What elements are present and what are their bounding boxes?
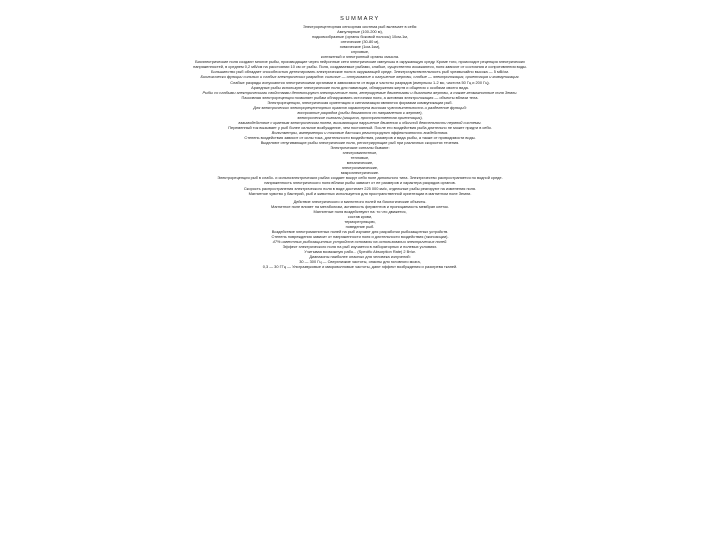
- body-line: Действие электрического и магнитного полей на биологические объекты.: [293, 198, 427, 204]
- body-line: микроэлектрические.: [340, 170, 380, 176]
- body-line: Учитывая возможную рабо... (Specific Absorption Rate) 2 Вт/кг.: [304, 249, 416, 255]
- body-line: Выделяют отпугивающие рыбы электрические поля, регистрирующие рыб при различных скоростях течения.: [260, 140, 460, 146]
- intro-line: оптические (30-80 м),: [340, 39, 380, 45]
- body-line: Рыбы со слабыми электрическими свойствами детектируют электрические поля, генерируемые движениями и дыханием жертвы, а также геомагнитные поля Земли.: [202, 89, 518, 95]
- body-line: тепловые,: [350, 155, 370, 161]
- body-line: электрохимические,: [341, 165, 379, 171]
- body-line: Электрорецепция, электрическая ориентация и сигнализация являются формами коммуникации рыб.: [267, 99, 453, 105]
- body-line: Биологически функции сильных и слабых электрических разрядов: сильные — отпугивание и оглушение жертвы, слабые — электролокация, ориентация и коммуникация.: [200, 74, 520, 80]
- document-title: SUMMARY: [340, 16, 380, 22]
- body-line: механические,: [346, 160, 374, 166]
- body-line: терморегуляцию,: [344, 218, 376, 224]
- body-line: Слабые разряды испускаются электрическими органами в зависимости от вида и частоты разрядов (импульсы 1-2 мс, частота 50 Гц и 200 Гц).: [230, 79, 490, 85]
- intro-line: контактный и электронный органы смысла.: [320, 54, 400, 60]
- intro-line: слуховые,: [350, 49, 370, 55]
- body-line: электрические сигналы (защита, пространственная ориентация),: [297, 114, 423, 120]
- body-line: Для электрических электрорецепторных органов характерна высокая чувствительность и разделение функций:: [253, 104, 467, 110]
- body-line: Вольтметры, амперметры и токовые датчики регистрируют эффективность воздействия.: [271, 129, 449, 135]
- intro-line: подковообразные (органы боковой полосы) 10см-1м,: [311, 34, 409, 40]
- intro-line: Электрорецепторная сенсорная система рыб включает в себя:: [302, 24, 418, 29]
- intro-line: химические (1см-1км),: [339, 44, 381, 50]
- body-line: напряженность электрического поля вблизи рыбы зависит от ее размеров и характера разрядов органов.: [264, 180, 456, 186]
- body-block: [14, 59, 706, 269]
- body-line: 0,3 — 30 ГГц — Ультразвуковые и микроволновые частоты, дают эффект возбуждения и разогрева тканей.: [262, 264, 458, 270]
- body-line: Электрорецепция рыб в слабо- и сильноэлектрических рыбах создает вокруг себя поле дипольного типа. Электричество распространяется по водной среде.: [217, 175, 503, 181]
- body-line: Степень повреждения зависит от напряженности поля и длительности воздействия (экспозиции).: [271, 233, 449, 239]
- intro-line: Ампулярные (100-200 м),: [337, 29, 383, 35]
- body-line: Магнитное поле влияет на метаболизм, активность ферментов и проницаемость мембран клеток.: [271, 203, 449, 209]
- body-line: Арандные рыбы используют электрические поля для навигации, обнаружения жертв и общения с особями своего вида.: [251, 84, 469, 90]
- body-line: Воздействие электромагнитных полей на рыб изучают для разработки рыбозащитных устройств.: [271, 228, 449, 234]
- body-line: Магнитные поля воздействуют на: то что движется,: [313, 208, 407, 214]
- body-line: Магнитное чувство у бактерий, рыб и животных используется для пространственной ориентации в магнитном поле Земли.: [248, 190, 472, 196]
- body-line: Пассивная электрорецепция позволяет рыбам обнаруживать источники поля, а активная электролокация — объекты вблизи тела.: [241, 94, 479, 100]
- body-line: Биоэлектрические поля создают многие рыбы, производящие через нейронные сети электрические импульсы в окружающую среду. Кроме того, происходит рецепция электрических: [195, 59, 525, 65]
- body-line: Переменный ток вызывает у рыб более сильное возбуждение, чем постоянный. После его воздействия рыба длительно не может придти в себя.: [228, 124, 492, 130]
- body-line: Эффект электрического поля на рыб изучается в лабораторных и полевых условиях.: [282, 244, 438, 250]
- body-line: взаимодействие с краевым электрическим полем, вызывающим нарушение движения и обычной деятельности нервной системы.: [238, 119, 482, 125]
- body-line: Диапазоны наиболее опасных для человека излучений:: [309, 254, 411, 260]
- body-line: Большинство рыб обладает способностью детектировать электрические поля в окружающей среде. Электрочувствительность рыб чрезвычайно высока — 5 мВ/см.: [210, 69, 510, 75]
- body-line: электромагнитные,: [342, 150, 378, 156]
- body-line: восприятие разрядов (рыбы двигаются по направлению к жертве),: [297, 109, 423, 115]
- body-line: 30 — 300 Гц — Сверхнизкие частоты, опасны для головного мозга,: [299, 259, 421, 265]
- body-line: напряженностей, в среднем 0,2 мВ/см на расстоянии 10 см от рыбы. Поля, создаваемые рыбами, слабые, существенно искажаются, поля зависят от состояния и сопротивления воды.: [193, 64, 527, 70]
- body-line: Скорость распространения электрического поля в воде достигает 225 000 км/с, отдельные рыбы реагируют на изменения поля.: [243, 185, 477, 191]
- body-line: 47% известных рыбозащитных устройств основаны на использовании электрических полей.: [272, 238, 448, 244]
- body-line: Степень воздействия зависит от силы тока, длительности воздействия, размеров и вида рыбы, а также от проводимости воды.: [244, 135, 476, 141]
- intro-block: [14, 24, 706, 59]
- body-line: Электрические сигналы бывают:: [330, 145, 390, 151]
- body-line: состав крови,: [347, 213, 373, 219]
- body-line: поведение рыб.: [345, 223, 375, 229]
